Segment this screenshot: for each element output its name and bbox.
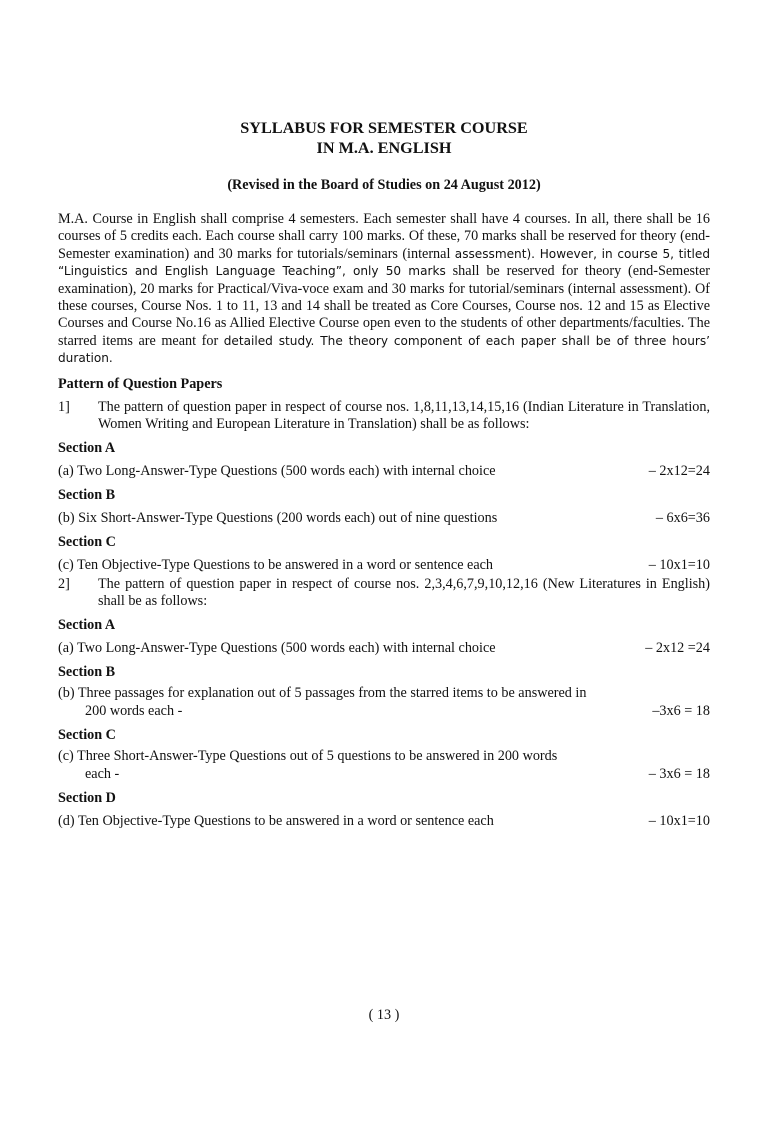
document-page: [0, 118, 768, 1142]
section-heading: Section B: [58, 664, 116, 681]
question-row: [58, 812, 710, 830]
intro-text-3: shall be reserved for theory (end-Semester examination), 20 marks for Practical/Viva-voce exam and 30 marks for tutorial/seminars (internal assessment). Of these courses, Course Nos. 1 to 11, 13 and 14 shall be treated as Core Courses, Course nos. 12 and 15 as Elective Courses and Course No.16 as Allied Elective Course open even to the students of other departments/faculties. The starred items are meant for: [58, 263, 710, 349]
question-block: [58, 685, 710, 720]
title-line-1: SYLLABUS FOR SEMESTER COURSE: [240, 119, 528, 137]
question-row: [58, 462, 710, 480]
intro-text-4: detailed study. The theory component of each paper shall be of three hours’ duration.: [58, 333, 710, 366]
intro-text-1: M.A. Course in English shall comprise 4 semesters. Each semester shall have 4 courses. In all, there shall be 16 courses of 5 credits each. Each course shall carry 100 marks. Of these, 70 marks shall be reserved for theory (end-Semester examination) and 30 marks for tutorials/seminars (internal: [58, 211, 710, 262]
pattern-heading: Pattern of Question Papers: [58, 375, 223, 392]
section-heading: Section B: [58, 487, 116, 504]
question-text: (d) Ten Objective-Type Questions to be answered in a word or sentence each: [58, 813, 494, 830]
question-text-cont: 200 words each -: [85, 702, 183, 719]
item-text: The pattern of question paper in respect of course nos. 1,8,11,13,14,15,16 (Indian Literature in Translation, Women Writing and European Literature in Translation) shall be as follows:: [98, 398, 710, 432]
question-text: (a) Two Long-Answer-Type Questions (500 words each) with internal choice: [58, 640, 496, 657]
question-row: [58, 639, 710, 657]
section-heading: Section D: [58, 790, 116, 807]
item-number: 1]: [58, 398, 70, 415]
document-title: [58, 118, 710, 158]
question-marks: – 10x1=10: [648, 813, 710, 830]
question-text: (b) Three passages for explanation out of 5 passages from the starred items to be answered in: [58, 685, 587, 702]
revision-note: (Revised in the Board of Studies on 24 August 2012): [227, 177, 541, 193]
page-number: ( 13 ): [368, 1007, 400, 1023]
question-text: (c) Three Short-Answer-Type Questions out of 5 questions to be answered in 200 words: [58, 748, 558, 765]
question-text: (a) Two Long-Answer-Type Questions (500 words each) with internal choice: [58, 463, 496, 480]
question-marks: – 3x6 = 18: [648, 765, 710, 782]
section-heading: Section A: [58, 440, 116, 457]
section-heading: Section C: [58, 727, 116, 744]
question-text-cont: each -: [85, 765, 120, 782]
question-text: (b) Six Short-Answer-Type Questions (200 words each) out of nine questions: [58, 510, 498, 527]
question-row: [58, 509, 710, 527]
intro-paragraph: [58, 211, 710, 368]
question-marks: –3x6 = 18: [652, 702, 710, 719]
item-text: The pattern of question paper in respect of course nos. 2,3,4,6,7,9,10,12,16 (New Literatures in English) shall be as follows:: [98, 576, 710, 610]
question-row: [58, 556, 710, 574]
section-heading: Section A: [58, 617, 116, 634]
item-number: 2]: [58, 576, 70, 593]
question-marks: – 2x12=24: [648, 463, 710, 480]
question-marks: – 10x1=10: [648, 557, 710, 574]
question-block: [58, 748, 710, 783]
question-marks: – 2x12 =24: [645, 640, 710, 657]
section-heading: Section C: [58, 534, 116, 551]
question-text: (c) Ten Objective-Type Questions to be answered in a word or sentence each: [58, 557, 494, 574]
intro-text-2: assessment). However, in course 5, titled “Linguistics and English Language Teaching”, only 50 marks: [58, 246, 710, 279]
question-marks: – 6x6=36: [655, 510, 710, 527]
title-line-2: IN M.A. ENGLISH: [316, 139, 452, 157]
pattern-item-2: [58, 576, 710, 610]
pattern-item-1: [58, 399, 710, 433]
